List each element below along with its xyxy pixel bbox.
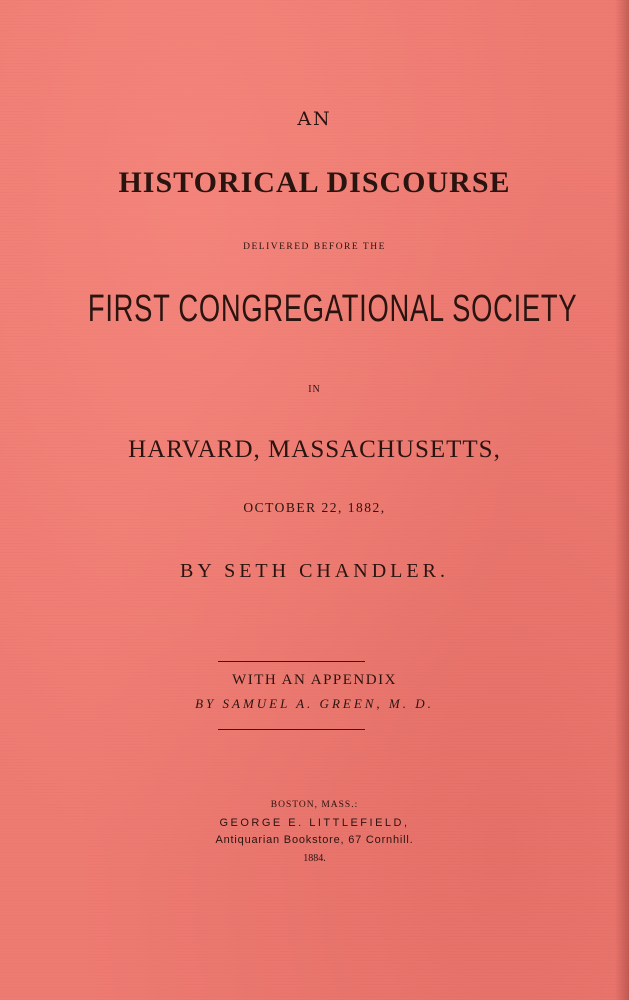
in-line: IN xyxy=(308,384,321,395)
divider-top xyxy=(218,661,365,662)
delivered-before-line: DELIVERED BEFORE THE xyxy=(243,242,386,252)
publisher-address: Antiquarian Bookstore, 67 Cornhill. xyxy=(215,834,414,846)
divider-bottom xyxy=(218,729,365,730)
appendix-title: WITH AN APPENDIX xyxy=(232,672,397,688)
main-title: HISTORICAL DISCOURSE xyxy=(118,166,511,199)
publisher-name: GEORGE E. LITTLEFIELD, xyxy=(219,817,410,829)
discourse-date: OCTOBER 22, 1882, xyxy=(243,500,386,515)
publisher-city: BOSTON, MASS.: xyxy=(270,800,359,810)
title-article: AN xyxy=(297,108,332,130)
author-line: BY SETH CHANDLER. xyxy=(180,560,449,582)
society-name: FIRST CONGREGATIONAL SOCIETY xyxy=(87,288,578,330)
place-name: HARVARD, MASSACHUSETTS, xyxy=(128,436,501,463)
publication-year: 1884. xyxy=(303,853,326,864)
appendix-author: BY SAMUEL A. GREEN, M. D. xyxy=(195,696,434,711)
